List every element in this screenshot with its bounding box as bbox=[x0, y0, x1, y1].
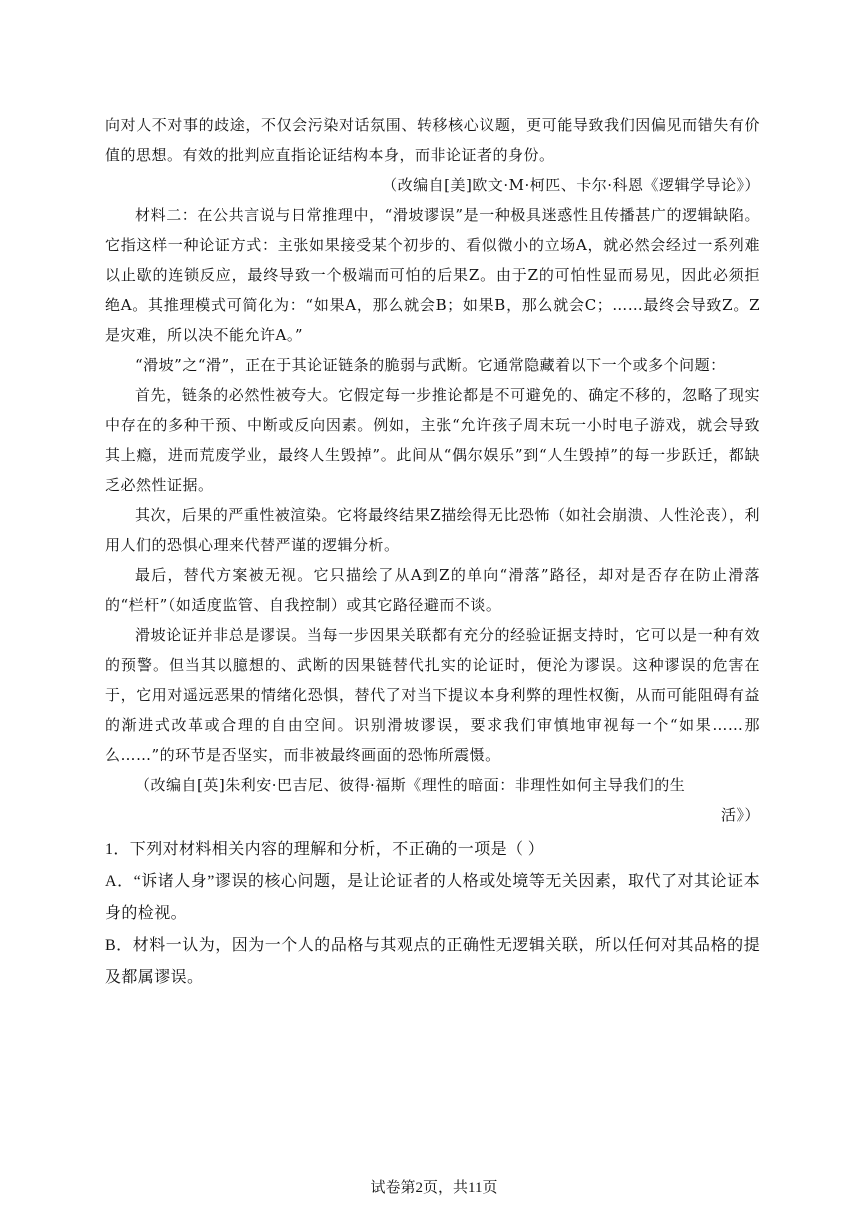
material1-source: （改编自[美]欧文·M·柯匹、卡尔·科恩《逻辑学导论》） bbox=[382, 176, 760, 194]
material2-source-line1: （改编自[英]朱利安·巴吉尼、彼得·福斯《理性的暗面：非理性如何主导我们的生 bbox=[135, 776, 686, 794]
material2-intro-paragraph: 材料二：在公共言说与日常推理中，“滑坡谬误”是一种极具迷惑性且传播甚广的逻辑缺陷。它指这样一种论证方式：主张如果接受某个初步的、看似微小的立场A，就必然会经过一系列难以止歇的连锁反应，最终导致一个极端而可怕的后果Z。由于Z的可怕性显而易见，因此必须拒绝A。其推理模式可简化为：“如果A，那么就会B；如果B，那么就会C；……最终会导致Z。Z是灾难，所以决不能允许A。” bbox=[105, 206, 760, 344]
material2-slope-paragraph: “滑坡”之“滑”，正在于其论证链条的脆弱与武断。它通常隐藏着以下一个或多个问题： bbox=[135, 356, 726, 374]
material2-conclusion-paragraph: 滑坡论证并非总是谬误。当每一步因果关联都有充分的经验证据支持时，它可以是一种有效的预警。但当其以臆想的、武断的因果链替代扎实的论证时，便沦为谬误。这种谬误的危害在于，它用对遥远恶果的情绪化恐惧，替代了对当下提议本身利弊的理性权衡，从而可能阻碍有益的渐进式改革或合理的自由空间。识别滑坡谬误，要求我们审慎地审视每一个“如果……那么……”的环节是否坚实，而非被最终画面的恐怖所震慑。 bbox=[105, 626, 760, 764]
question1-stem: 1．下列对材料相关内容的理解和分析，不正确的一项是（ ） bbox=[105, 841, 545, 858]
material2-source-line2: 活》） bbox=[720, 806, 760, 824]
material1-closing-paragraph: 向对人不对事的歧途，不仅会污染对话氛围、转移核心议题，更可能导致我们因偏见而错失有价值的思想。有效的批判应直指论证结构本身，而非论证者的身份。 bbox=[105, 116, 760, 164]
page-content bbox=[105, 110, 760, 994]
material2-third-point: 最后，替代方案被无视。它只描绘了从A到Z的单向“滑落”路径，却对是否存在防止滑落的“栏杆”（如适度监管、自我控制）或其它路径避而不谈。 bbox=[105, 566, 760, 614]
page-footer: 试卷第2页，共11页 bbox=[370, 1180, 498, 1196]
material2-second-point: 其次，后果的严重性被渲染。它将最终结果Z描绘得无比恐怖（如社会崩溃、人性沦丧），利用人们的恐惧心理来代替严谨的逻辑分析。 bbox=[105, 506, 760, 554]
question1-option-b[interactable]: B．材料一认为，因为一个人的品格与其观点的正确性无逻辑关联，所以任何对其品格的提及都属谬误。 bbox=[105, 937, 760, 986]
question1-option-a[interactable]: A．“诉诸人身”谬误的核心问题，是让论证者的人格或处境等无关因素，取代了对其论证本身的检视。 bbox=[105, 873, 760, 922]
material2-first-point: 首先，链条的必然性被夸大。它假定每一步推论都是不可避免的、确定不移的，忽略了现实中存在的多种干预、中断或反向因素。例如，主张“允许孩子周末玩一小时电子游戏，就会导致其上瘾，进而荒废学业，最终人生毁掉”。此间从“偶尔娱乐”到“人生毁掉”的每一步跃迁，都缺乏必然性证据。 bbox=[105, 386, 760, 494]
